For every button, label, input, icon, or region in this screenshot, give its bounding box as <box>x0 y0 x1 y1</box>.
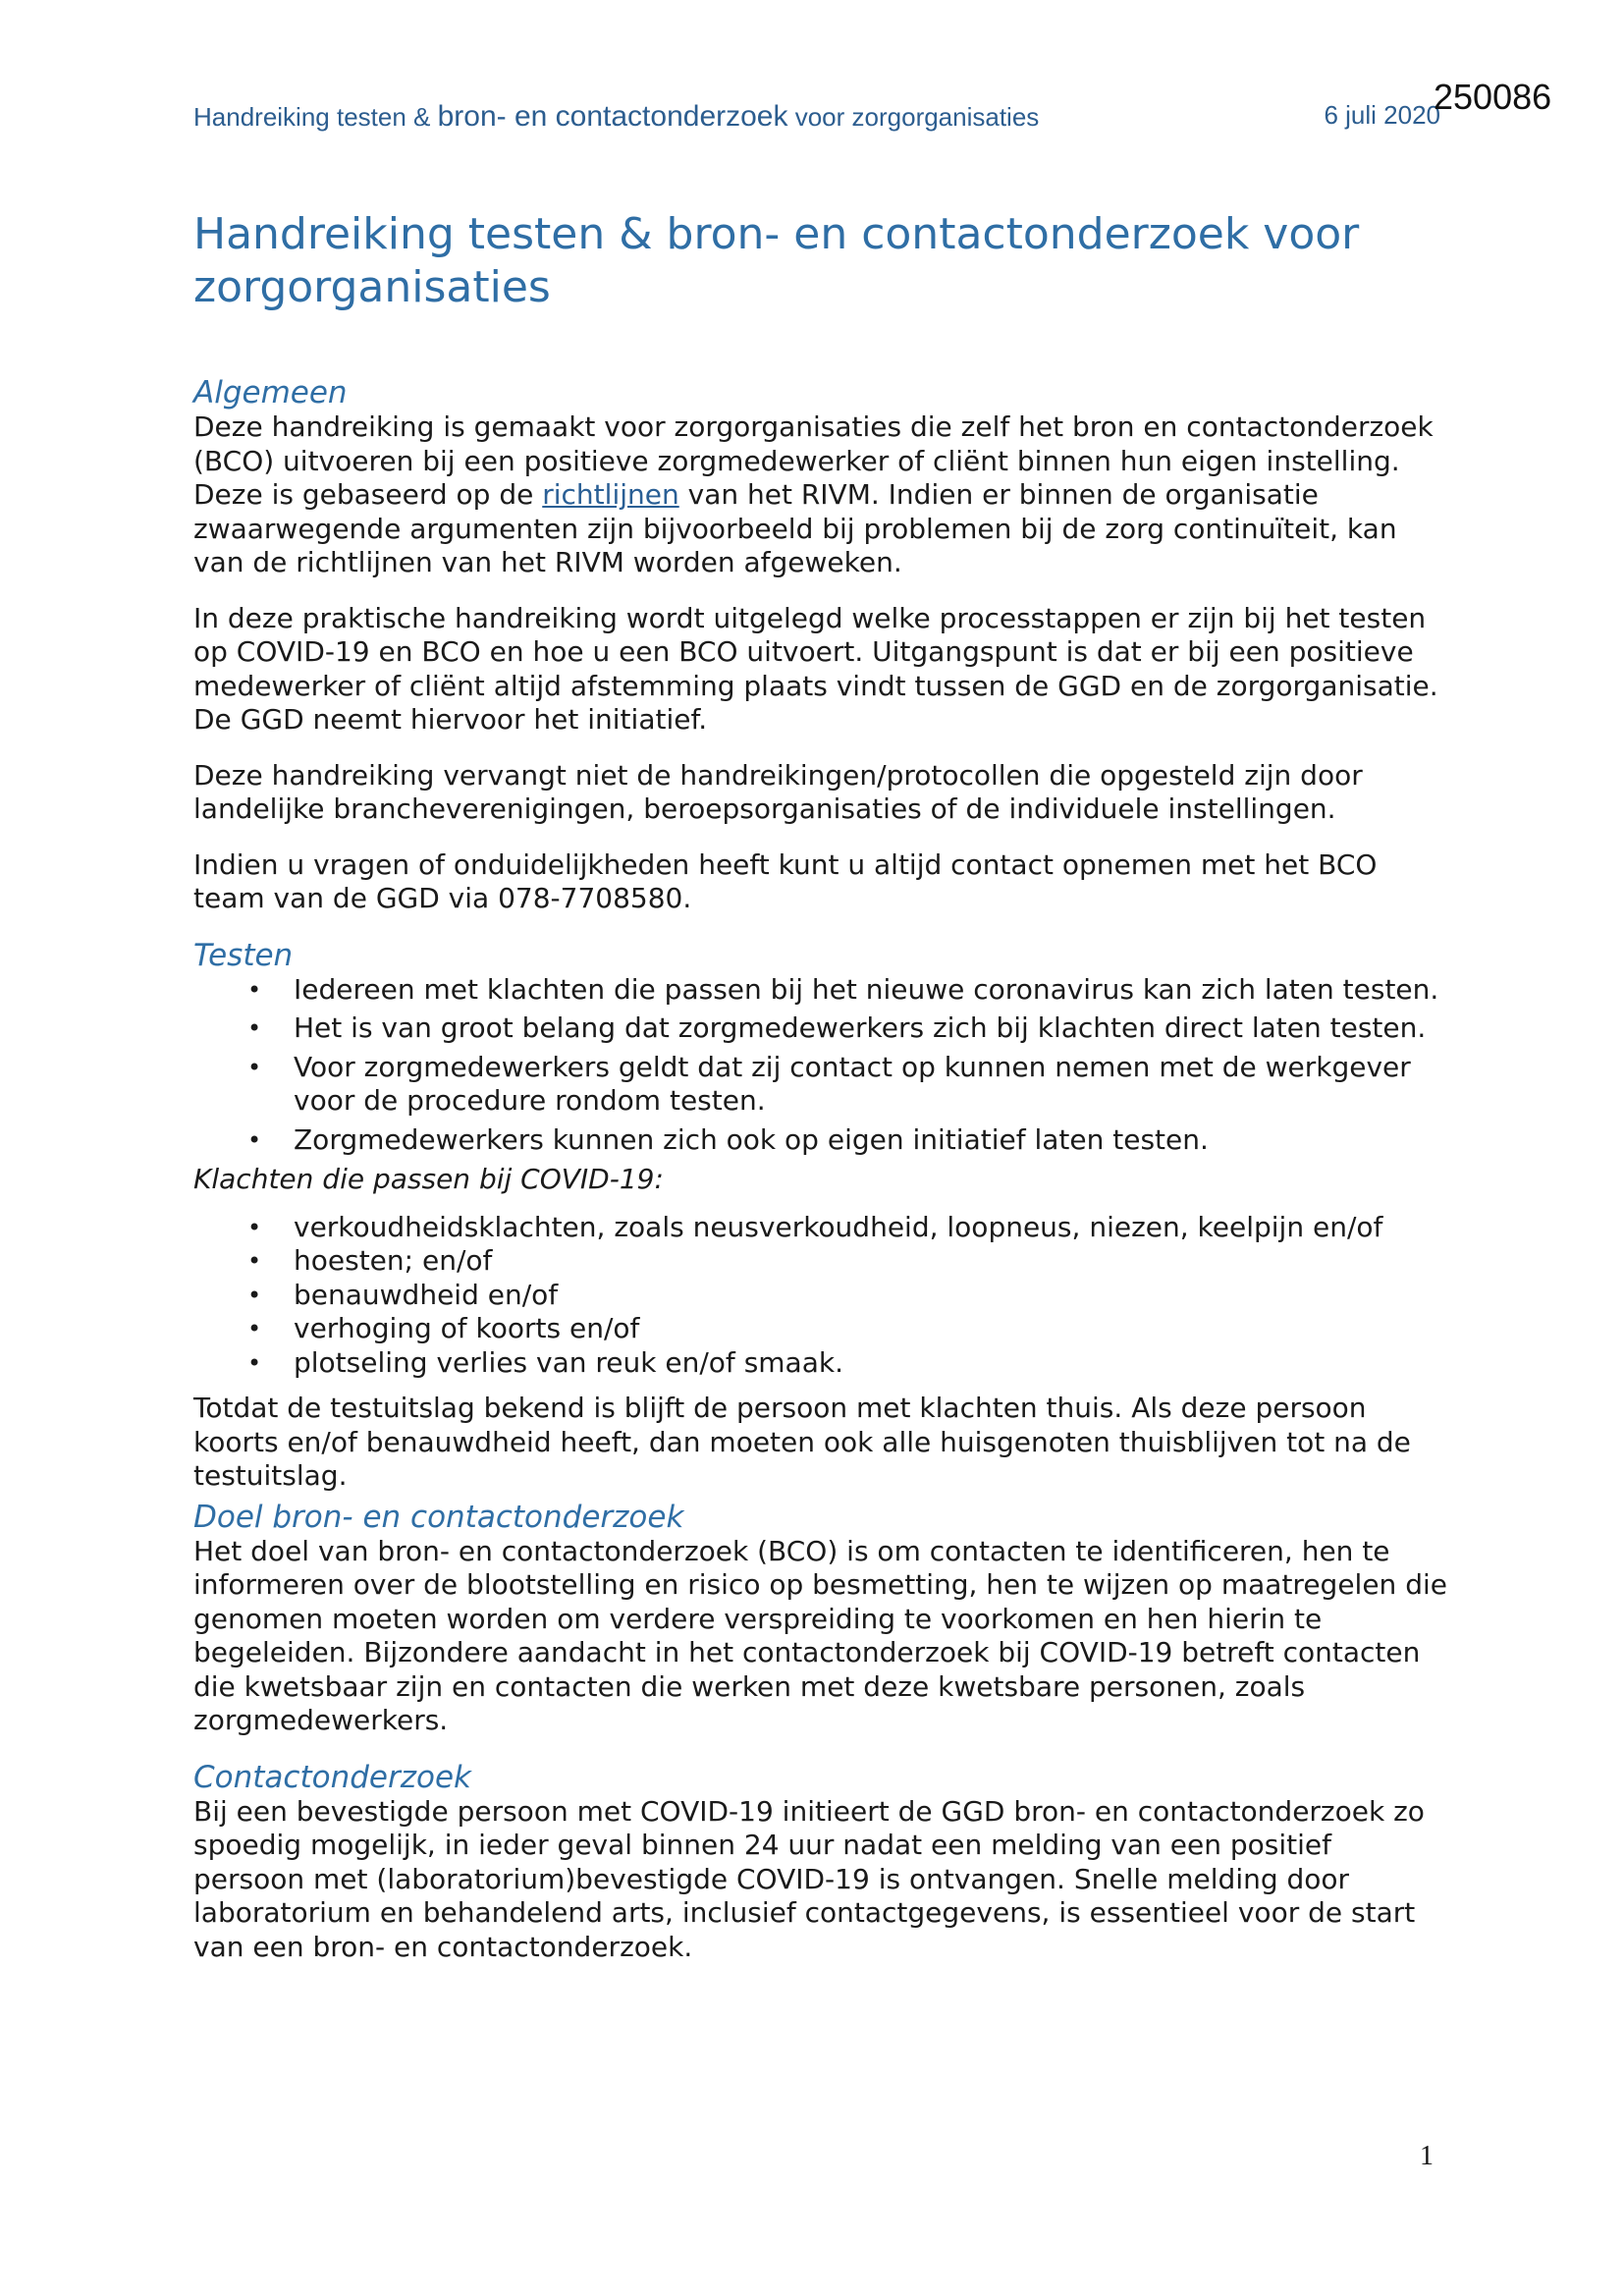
testen-bullet-list <box>193 973 1450 1158</box>
section-heading-contactonderzoek: Contactonderzoek <box>193 1759 471 1795</box>
list-item-text: verhoging of koorts en/of <box>294 1312 640 1344</box>
list-item <box>193 1346 1450 1381</box>
document-body <box>193 375 1450 1986</box>
bullet-icon: • <box>247 1247 262 1275</box>
list-item-text: plotseling verlies van reuk en/of smaak. <box>294 1345 843 1379</box>
list-item <box>193 1051 1450 1119</box>
algemeen-p1-text-before: Deze handreiking is gemaakt voor zorgorganisaties die zelf het bron en contactonderzoek (BCO) uitvoeren bij een positieve zorgmedewerker of cliënt binnen hun eigen instelling. Deze is gebaseerd op de <box>193 410 1434 511</box>
header-title-part3: voor zorgorganisaties <box>787 102 1040 132</box>
bullet-icon: • <box>247 1315 262 1342</box>
testen-closing-paragraph: Totdat de testuitslag bekend is blijft de persoon met klachten thuis. Als deze persoon koorts en/of benauwdheid heeft, dan moeten ook alle huisgenoten thuisblijven tot na de testuitslag. <box>193 1392 1411 1492</box>
list-item-text: verkoudheidsklachten, zoals neusverkoudheid, loopneus, niezen, keelpijn en/of <box>294 1210 1383 1243</box>
section-heading-doel: Doel bron- en contactonderzoek <box>193 1499 684 1535</box>
page-title: Handreiking testen & bron- en contactonderzoek voor zorgorganisaties <box>193 209 1360 312</box>
list-item <box>193 1279 1450 1313</box>
bullet-icon: • <box>247 1213 262 1241</box>
header-date: 6 juli 2020 <box>1324 100 1440 130</box>
bullet-icon: • <box>247 1053 262 1081</box>
list-item <box>193 1244 1450 1279</box>
bullet-icon: • <box>247 975 262 1004</box>
list-item <box>193 973 1450 1008</box>
list-item-text: hoesten; en/of <box>294 1244 493 1277</box>
algemeen-paragraph-1 <box>193 410 1450 580</box>
list-item <box>193 1312 1450 1346</box>
list-item <box>193 1011 1450 1046</box>
bullet-icon: • <box>247 1125 262 1154</box>
page-number: 1 <box>1420 2141 1434 2171</box>
richtlijnen-link[interactable]: richtlijnen <box>542 478 679 511</box>
document-number-stamp: 250086 <box>1434 77 1552 117</box>
section-heading-testen: Testen <box>193 937 294 973</box>
bullet-icon: • <box>247 1281 262 1309</box>
algemeen-p1-text-after: van het RIVM. Indien er binnen de organisatie zwaarwegende argumenten zijn bijvoorbeeld bij problemen bij de zorg continuïteit, kan van de richtlijnen van het RIVM worden afgeweken. <box>193 478 1397 578</box>
list-item-text: Zorgmedewerkers kunnen zich ook op eigen initiatief laten testen. <box>294 1122 1209 1156</box>
list-item <box>193 1123 1450 1158</box>
algemeen-paragraph-3: Deze handreiking vervangt niet de handreikingen/protocollen die opgesteld zijn door landelijke brancheverenigingen, beroepsorganisaties of de individuele instellingen. <box>193 758 1363 825</box>
list-item-text: benauwdheid en/of <box>294 1278 559 1311</box>
klachten-subheading: Klachten die passen bij COVID-19: <box>193 1163 664 1195</box>
contactonderzoek-paragraph: Bij een bevestigde persoon met COVID-19 initieert de GGD bron- en contactonderzoek zo spoedig mogelijk, in ieder geval binnen 24 uur nadat een melding van een positief persoon met (laboratorium)bevestigde COVID-19 is ontvangen. Snelle melding door laboratorium en behandelend arts, inclusief contactgegevens, is essentieel voor de start van een bron- en contactonderzoek. <box>193 1794 1425 1963</box>
page-header <box>193 94 1440 137</box>
list-item-text: Voor zorgmedewerkers geldt dat zij contact op kunnen nemen met de werkgever voor de procedure rondom testen. <box>294 1050 1411 1117</box>
list-item <box>193 1211 1450 1245</box>
doel-paragraph: Het doel van bron- en contactonderzoek (BCO) is om contacten te identificeren, hen te informeren over de blootstelling en risico op besmetting, hen te wijzen op maatregelen die genomen moeten worden om verdere verspreiding te voorkomen en hen hierin te begeleiden. Bijzondere aandacht in het contactonderzoek bij COVID-19 betreft contacten die kwetsbaar zijn en contacten die werken met deze kwetsbare personen, zoals zorgmedewerkers. <box>193 1534 1447 1736</box>
header-title-part1: Handreiking testen & <box>193 102 438 132</box>
algemeen-paragraph-2: In deze praktische handreiking wordt uitgelegd welke processtappen er zijn bij het testen op COVID-19 en BCO en hoe u een BCO uitvoert. Uitgangspunt is dat er bij een positieve medewerker of cliënt altijd afstemming plaats vindt tussen de GGD en de zorgorganisatie. De GGD neemt hiervoor het initiatief. <box>193 601 1438 736</box>
list-item-text: Iedereen met klachten die passen bij het nieuwe coronavirus kan zich laten testen. <box>294 972 1439 1006</box>
section-heading-algemeen: Algemeen <box>193 375 348 410</box>
header-title <box>193 100 1039 134</box>
list-item-text: Het is van groot belang dat zorgmedewerkers zich bij klachten direct laten testen. <box>294 1011 1427 1044</box>
klachten-bullet-list <box>193 1211 1450 1381</box>
algemeen-paragraph-4: Indien u vragen of onduidelijkheden heeft kunt u altijd contact opnemen met het BCO team van de GGD via 078-7708580. <box>193 847 1378 914</box>
bullet-icon: • <box>247 1348 262 1377</box>
header-title-part2: bron- en contactonderzoek <box>437 100 788 133</box>
bullet-icon: • <box>247 1014 262 1042</box>
